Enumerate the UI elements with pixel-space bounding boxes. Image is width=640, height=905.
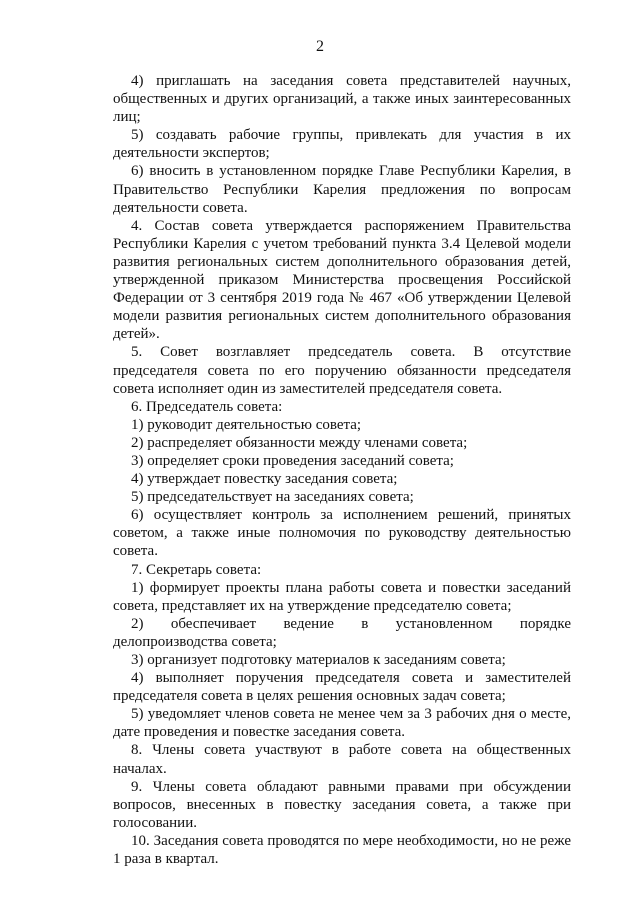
paragraph: 7. Секретарь совета: xyxy=(131,561,262,578)
paragraph: 3) определяет сроки проведения заседаний совета; xyxy=(131,452,454,469)
paragraph: 5) создавать рабочие группы, привлекать для участия в их деятельности экспертов; xyxy=(113,127,571,162)
paragraph: 6) осуществляет контроль за исполнением решений, принятых советом, а также иные полномочия по руководству деятельностью совета. xyxy=(113,507,571,560)
paragraph: 9. Члены совета обладают равными правами при обсуждении вопросов, внесенных в повестку заседания совета, а также при голосовании. xyxy=(113,778,571,831)
paragraph: 5. Совет возглавляет председатель совета. В отсутствие председателя совета по его поручению обязанности председателя совета исполняет один из заместителей председателя совета. xyxy=(113,344,571,397)
document-body xyxy=(113,72,571,868)
paragraph: 4) приглашать на заседания совета представителей научных, общественных и других организаций, а также иных заинтересованных лиц; xyxy=(113,73,571,126)
paragraph: 1) формирует проекты плана работы совета и повестки заседаний совета, представляет их на утверждение председателю совета; xyxy=(113,579,571,614)
paragraph: 5) уведомляет членов совета не менее чем за 3 рабочих дня о месте, дате проведения и повестке заседания совета. xyxy=(113,706,571,741)
paragraph: 3) организует подготовку материалов к заседаниям совета; xyxy=(131,652,506,668)
paragraph: 6. Председатель совета: xyxy=(131,398,283,415)
paragraph: 8. Члены совета участвуют в работе совета на общественных началах. xyxy=(113,742,571,777)
paragraph: 10. Заседания совета проводятся по мере необходимости, но не реже 1 раза в квартал. xyxy=(113,832,571,868)
page-number: 2 xyxy=(316,38,324,55)
paragraph: 4) выполняет поручения председателя совета и заместителей председателя совета в целях решения основных задач совета; xyxy=(113,670,571,705)
paragraph: 1) руководит деятельностью совета; xyxy=(131,416,362,433)
paragraph: 2) обеспечивает ведение в установленном порядке делопроизводства совета; xyxy=(113,615,571,650)
paragraph: 2) распределяет обязанности между членами совета; xyxy=(131,434,468,451)
paragraph: 4) утверждает повестку заседания совета; xyxy=(131,471,398,488)
paragraph: 4. Состав совета утверждается распоряжением Правительства Республики Карелия с учетом требований пункта 3.4 Целевой модели развития региональных систем дополнительного образования детей, утвержденной приказом Министерства просвещения Российской Федерации от 3 сентября 2019 года № 467 «Об утверждении Целевой модели развития региональных систем дополнительного образования детей». xyxy=(113,217,571,343)
paragraph: 6) вносить в установленном порядке Главе Республики Карелия, в Правительство Республики Карелия предложения по вопросам деятельности совета. xyxy=(113,163,571,216)
paragraph: 5) председательствует на заседаниях совета; xyxy=(131,489,414,506)
